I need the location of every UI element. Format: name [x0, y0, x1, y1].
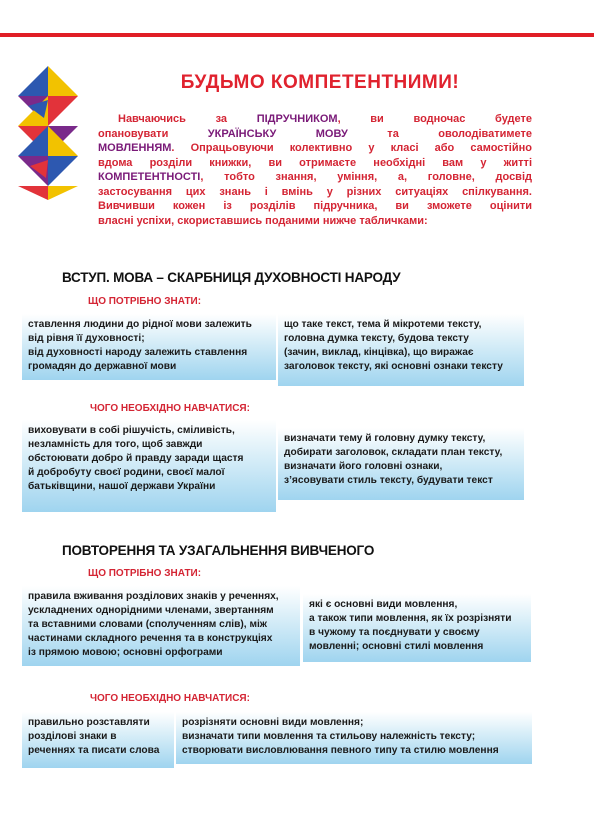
box-line: розрізняти основні види мовлення;	[182, 717, 364, 728]
intro-fragment: УКРАЇНСЬКУ МОВУ	[207, 127, 348, 140]
box-line: визначати тему й головну думку тексту,	[284, 433, 486, 444]
top-red-rule	[0, 33, 594, 37]
learn-left-box-2	[22, 712, 174, 768]
box-line: визначати його головні ознаки,	[284, 461, 443, 472]
box-line: а також типи мовлення, як їх розрізняти	[309, 613, 512, 624]
intro-fragment: опановувати	[98, 127, 208, 140]
intro-line	[98, 127, 532, 142]
intro-line	[98, 199, 532, 214]
intro-paragraph	[98, 112, 532, 228]
intro-line	[98, 156, 532, 171]
know-right-box-2	[303, 594, 531, 662]
learn-label-1: ЧОГО НЕОБХІДНО НАВЧАТИСЯ:	[90, 403, 250, 414]
intro-line	[98, 185, 532, 200]
intro-fragment: МОВЛЕННЯМ	[98, 142, 172, 154]
box-line: обстоювати добро й правду заради щастя	[28, 453, 244, 464]
intro-fragment: ПІДРУЧНИКОМ	[256, 113, 338, 125]
know-left-box-2	[22, 586, 300, 666]
box-line: із прямою мовою; основні орфограми	[28, 647, 223, 658]
box-line: мовленні; основні стилі мовлення	[309, 641, 484, 652]
know-right-box-1	[278, 314, 524, 386]
box-line: визначати типи мовлення та стильову належність тексту;	[182, 731, 476, 742]
intro-fragment: Вивчивши кожен із розділів підручника, ви зможете оцінити	[98, 200, 532, 212]
box-line: ставлення людини до рідної мови залежить	[28, 319, 252, 330]
box-line: та вставними словами (сполученням слів), між	[28, 619, 268, 630]
box-line: добирати заголовок, складати план тексту,	[284, 447, 503, 458]
box-line: які є основні види мовлення,	[309, 599, 458, 610]
intro-fragment: застосування цих знань і вмінь у різних ситуаціях спілкування.	[98, 185, 532, 198]
box-line: створювати висловлювання певного типу та стилю мовлення	[182, 745, 499, 756]
box-line: й добробуту своєї родини, своєї малої	[28, 467, 225, 478]
box-line: громадян до державної мови	[28, 361, 177, 372]
learn-right-box-1	[278, 428, 524, 500]
know-label-1: ЩО ПОТРІБНО ЗНАТИ:	[88, 296, 202, 307]
triangles-logo-icon	[18, 66, 78, 200]
box-line: розділові знаки в	[28, 731, 117, 742]
box-line: від духовності народу залежить ставлення	[28, 347, 248, 358]
intro-fragment: . Опрацьовуючи колективно у класі або самостійно	[171, 142, 532, 154]
box-line: реченнях та писати слова	[28, 745, 160, 756]
box-line: що таке текст, тема й мікротеми тексту,	[284, 319, 482, 330]
box-line: головна думка тексту, будова тексту	[284, 333, 469, 344]
box-line: батьківщини, нашої держави України	[28, 481, 216, 492]
box-line: незламність для того, щоб завжди	[28, 439, 203, 450]
learn-right-box-2	[176, 712, 532, 764]
learn-label-2: ЧОГО НЕОБХІДНО НАВЧАТИСЯ:	[90, 693, 250, 704]
intro-line	[98, 141, 532, 156]
box-line: правила вживання розділових знаків у реченнях,	[28, 591, 279, 602]
intro-fragment: КОМПЕТЕНТНОСТІ	[98, 171, 201, 183]
box-line: в чужому та поєднувати у своєму	[309, 627, 480, 638]
box-line: правильно розставляти	[28, 717, 150, 728]
learn-left-box-1	[22, 420, 276, 512]
box-line: виховувати в собі рішучість, сміливість,	[28, 425, 235, 436]
box-line: ускладнених однорідними членами, звертанням	[28, 605, 274, 616]
section-title-2: ПОВТОРЕННЯ ТА УЗАГАЛЬНЕННЯ ВИВЧЕНОГО	[62, 543, 375, 558]
intro-fragment: та оволодіватимете	[347, 127, 532, 140]
box-line: з’ясовувати стиль тексту, будувати текст	[284, 475, 493, 486]
box-line: від рівня її духовності;	[28, 333, 145, 344]
know-label-2: ЩО ПОТРІБНО ЗНАТИ:	[88, 568, 202, 579]
intro-fragment: власні успіхи, скориставшись поданими нижче табличками:	[98, 214, 428, 227]
intro-line	[98, 170, 532, 185]
section-title-1: ВСТУП. МОВА – СКАРБНИЦЯ ДУХОВНОСТІ НАРОДУ	[62, 270, 401, 285]
know-left-box-1	[22, 314, 276, 380]
box-line: частинами складного речення та в конструкціях	[28, 633, 273, 644]
intro-fragment: , тобто знання, уміння, а, головне, досвід	[200, 171, 532, 183]
intro-fragment: , ви водночас будете	[337, 113, 532, 125]
intro-line	[98, 112, 532, 127]
intro-line	[98, 214, 532, 229]
intro-fragment: Навчаючись за	[118, 113, 257, 125]
intro-fragment: вдома розділи книжки, ви отримаєте необхідні вам у житті	[98, 156, 532, 169]
box-line: заголовок тексту, які основні ознаки тексту	[284, 361, 503, 372]
page-title: БУДЬМО КОМПЕТЕНТНИМИ!	[180, 72, 460, 93]
box-line: (зачин, виклад, кінцівка), що виражає	[284, 347, 474, 358]
